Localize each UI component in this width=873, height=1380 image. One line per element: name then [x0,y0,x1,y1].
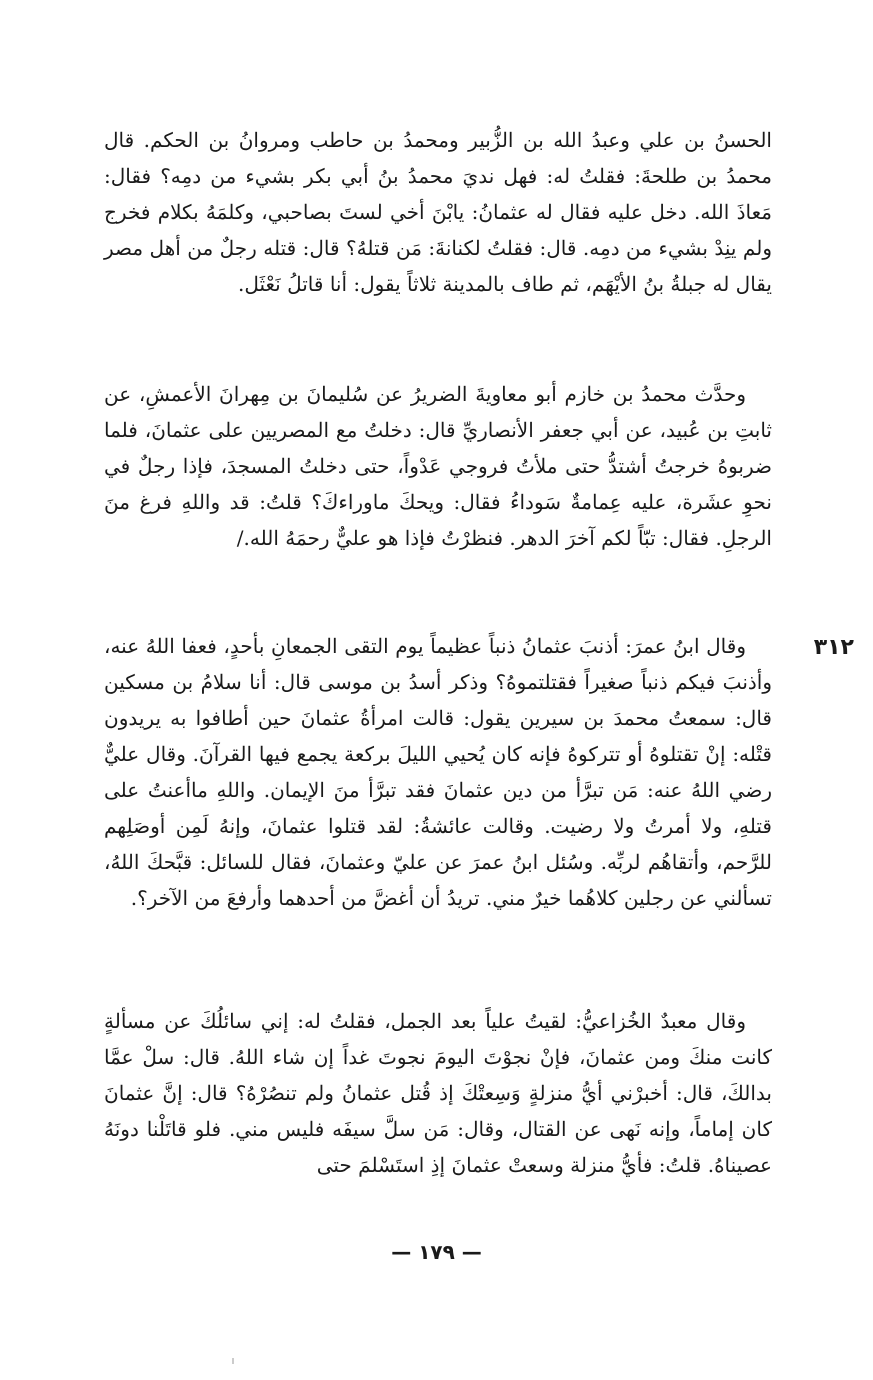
paragraph-3 [104,628,772,916]
paragraph-4 [104,1003,772,1183]
paragraph-text: وقال ابنُ عمرَ: أذنبَ عثمانُ ذنباً عظيماً يوم التقى الجمعانِ بأحدٍ، فعفا اللهُ عنه، وأذنبَ فيكم ذنباً صغيراً فقتلتموهُ؟ وذكر أسدُ بن موسى قال: أنا سلامُ بن مسكين قال: سمعتُ محمدَ بن سيرين يقول: قالت امرأةُ عثمانَ حين أطافوا به يريدون قتْله: إنْ تقتلوهُ أو تتركوهُ فإنه كان يُحيي الليلَ بركعة يجمع فيها القرآنَ. وقال عليٌّ رضي اللهُ عنه: مَن تبرَّأ من دين عثمانَ فقد تبرَّأ منَ الإيمان. واللهِ ماأعنتُ على قتلهِ، ولا أمرتُ ولا رضيت. وقالت عائشةُ: لقد قتلوا عثمانَ، وإنهُ لَمِن أوصَلِهم للرَّحم، وأتقاهُم لربِّه. وسُئل ابنُ عمرَ عن عليّ وعثمانَ، فقال للسائل: قبَّحكَ اللهُ، تسألني عن رجلين كلاهُما خيرٌ مني. تريدُ أن أغضَّ من أحدهما وأرفعَ من الآخر؟. [104,634,772,910]
paragraph-text: الحسنُ بن علي وعبدُ الله بن الزُّبير ومحمدُ بن حاطب ومروانُ بن الحكم. قال محمدُ بن طلحةَ: فقلتُ له: فهل نديَ محمدُ بنُ أبي بكر بشيء من دمِه؟ فقال: مَعاذَ الله. دخل عليه فقال له عثمانُ: يابْنَ أخي لستَ بصاحبي، وكلمَهُ بكلام فخرج ولم ينِدْ بشيء من دمِه. قال: فقلتُ لكنانةَ: مَن قتلهُ؟ قال: قتله رجلٌ من أهل مصر يقال له جبلةُ بنُ الأيْهَم، ثم طاف بالمدينة ثلاثاً يقول: أنا قاتلُ نَعْثَل. [104,128,772,296]
paragraph-1 [104,122,772,302]
paragraph-text: وقال معبدٌ الخُزاعيُّ: لقيتُ علياً بعد الجمل، فقلتُ له: إني سائلُكَ عن مسألةٍ كانت منكَ ومن عثمانَ، فإنْ نجوْتَ اليومَ نجوتَ غداً إن شاء اللهُ. قال: سلْ عمَّا بدالكَ، قال: أخبرْني أيُّ منزلةٍ وَسِعتْكَ إذ قُتل عثمانُ ولم تنصُرْهُ؟ قال: إنَّ عثمانَ كان إماماً، وإنه نَهى عن القتال، وقال: مَن سلَّ سيفَه فليس مني. فلو قاتَلْنا دونَهُ عصيناهُ. قلتُ: فأيُّ منزلة وسعتْ عثمانَ إذِ استَسْلمَ حتى [104,1009,772,1177]
scan-mark [232,1358,234,1364]
paragraph-2 [104,376,772,556]
section-number: ٣١٢ [813,635,854,660]
page-number: — ١٧٩ — [391,1240,482,1264]
paragraph-text: وحدَّث محمدُ بن خازم أبو معاويةَ الضريرُ عن سُليمانَ بن مِهرانَ الأعمشِ، عن ثابتِ بن عُبيد، عن أبي جعفر الأنصاريِّ قال: دخلتُ مع المصريين على عثمانَ، فلما ضربوهُ خرجتُ أشتدُّ حتى ملأتُ فروجي عَدْواً، حتى دخلتُ المسجدَ، فإذا رجلٌ في نحوِ عشَرة، عليه عِمامةٌ سَوداءُ فقال: ويحكَ ماوراءكَ؟ قلتُ: قد واللهِ فرغ منَ الرجلِ. فقال: تبّاً لكم آخرَ الدهر. فنظرْتُ فإذا هو عليٌّ رحمَهُ الله./ [104,382,772,550]
